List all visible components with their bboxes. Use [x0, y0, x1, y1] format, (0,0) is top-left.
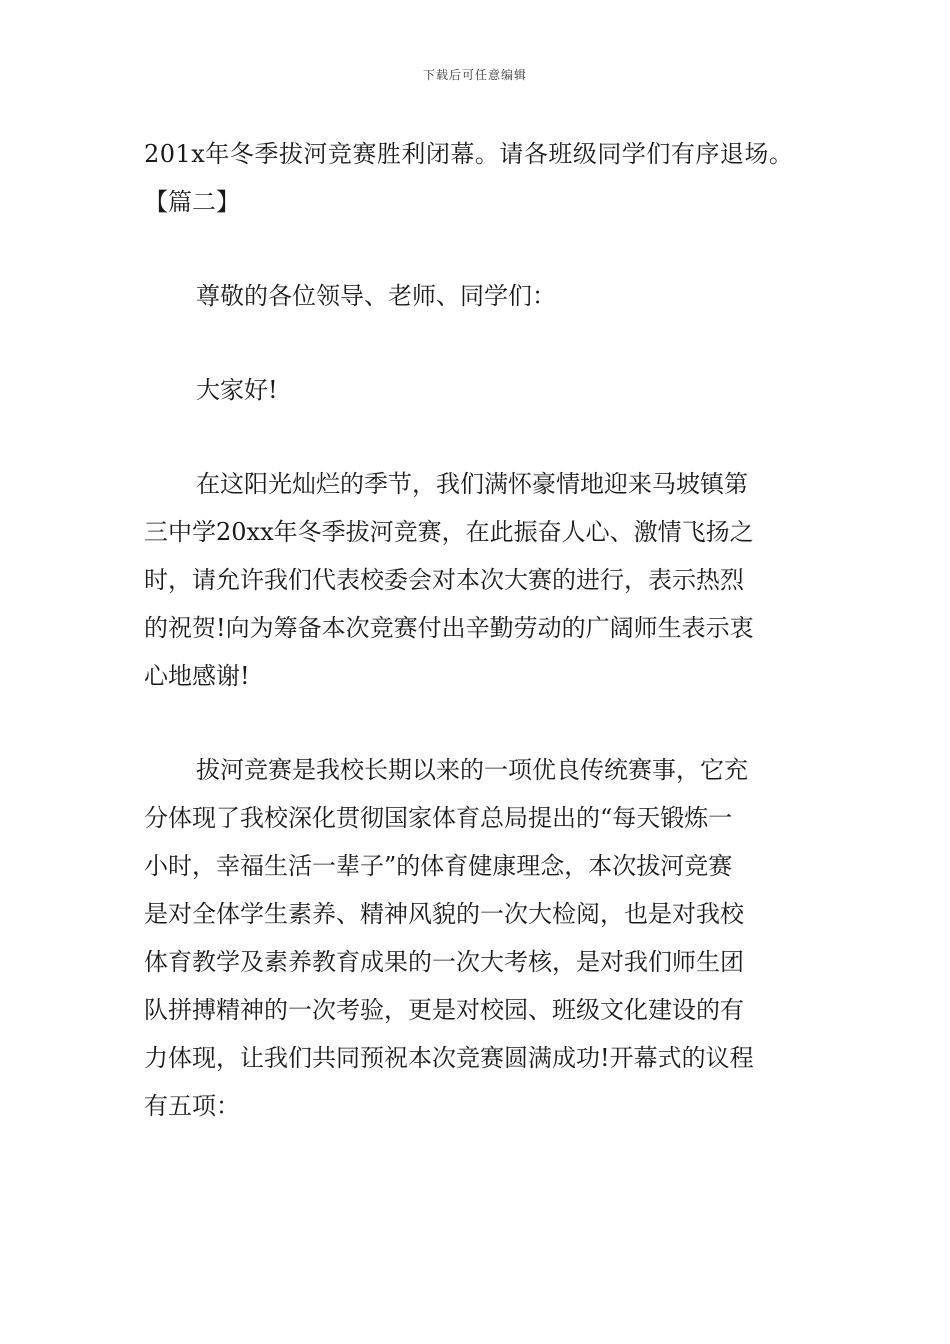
closing-line: 201x年冬季拔河竞赛胜利闭幕。请各班级同学们有序退场。	[144, 140, 794, 168]
paragraph-line: 有五项：	[144, 1092, 240, 1120]
paragraph-line: 三中学20xx年冬季拔河竞赛，在此振奋人心、激情飞扬之	[144, 518, 754, 546]
paragraph-line: 拔河竞赛是我校长期以来的一项优良传统赛事，它充	[196, 756, 748, 784]
greeting-line: 大家好!	[196, 376, 278, 404]
section-heading: 【篇二】	[144, 188, 240, 216]
paragraph-line: 的祝贺!向为筹备本次竞赛付出辛勤劳动的广阔师生表示衷	[144, 614, 754, 642]
paragraph-line: 队拼搏精神的一次考验，更是对校园、班级文化建设的有	[144, 996, 744, 1024]
paragraph-line: 小时，幸福生活一辈子”的体育健康理念，本次拔河竞赛	[144, 852, 733, 880]
salutation-line: 尊敬的各位领导、老师、同学们：	[196, 282, 556, 310]
paragraph-line: 心地感谢!	[144, 662, 250, 690]
paragraph-line: 是对全体学生素养、精神风貌的一次大检阅，也是对我校	[144, 900, 744, 928]
page-header-note: 下载后可任意编辑	[422, 68, 527, 82]
paragraph-line: 在这阳光灿烂的季节，我们满怀豪情地迎来马坡镇第	[196, 470, 748, 498]
paragraph-2	[144, 746, 808, 1130]
paragraph-line: 力体现，让我们共同预祝本次竞赛圆满成功!开幕式的议程	[144, 1044, 754, 1072]
document-body	[144, 130, 808, 1130]
paragraph-1	[144, 460, 808, 700]
paragraph-line: 体育教学及素养教育成果的一次大考核，是对我们师生团	[144, 948, 744, 976]
paragraph-line: 时，请允许我们代表校委会对本次大赛的进行，表示热烈	[144, 566, 744, 594]
paragraph-line: 分体现了我校深化贯彻国家体育总局提出的“每天锻炼一	[144, 804, 733, 832]
